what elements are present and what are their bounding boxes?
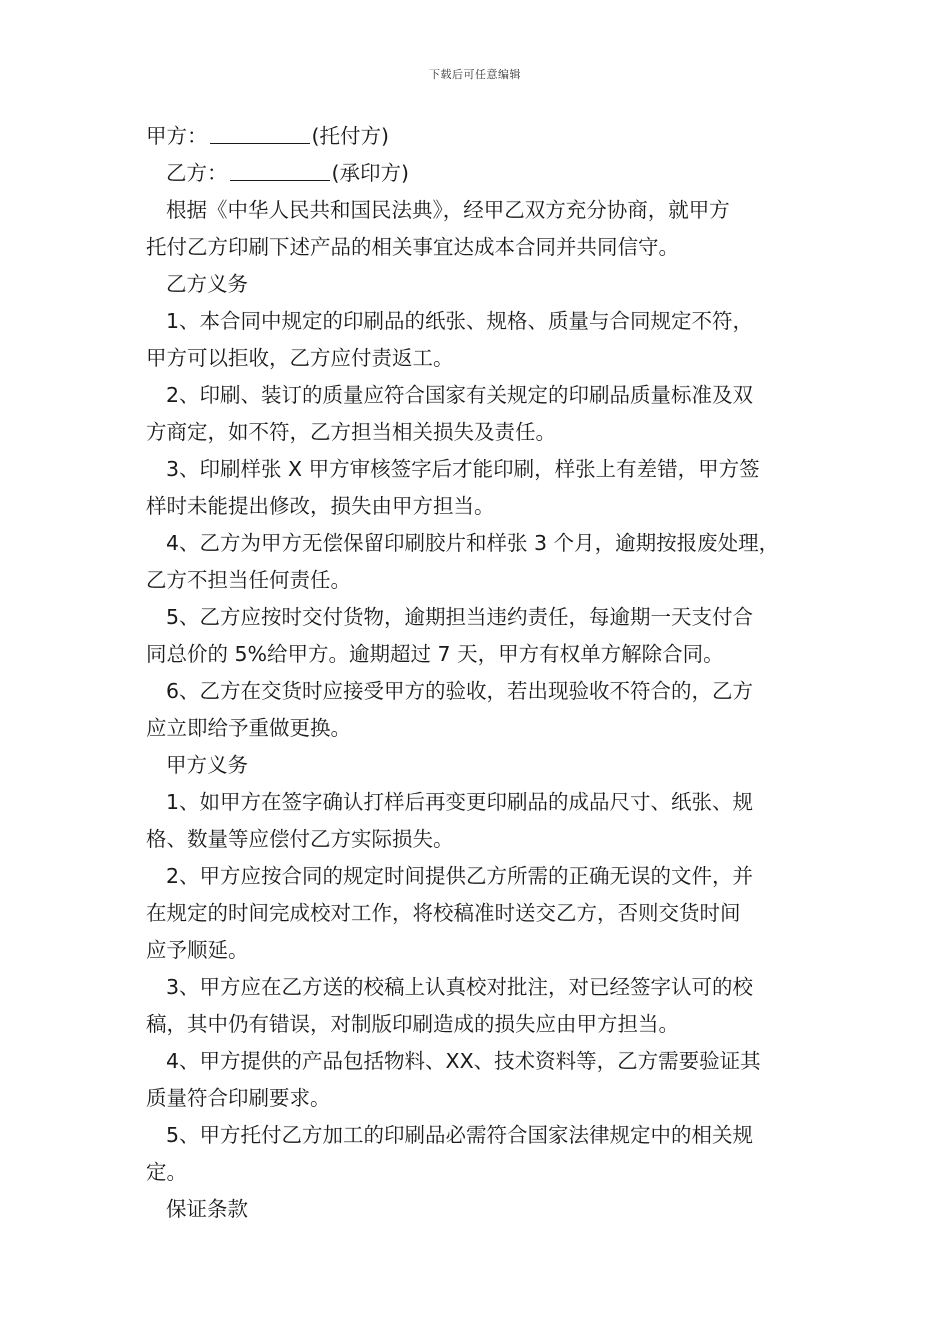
clause-line: 6、乙方在交货时应接受甲方的验收，若出现验收不符合的，乙方: [166, 679, 754, 703]
party-a-line: [146, 118, 812, 155]
page-header-note: 下载后可任意编辑: [429, 68, 521, 81]
section-b-title: 乙方义务: [166, 272, 248, 296]
party-b-line: [146, 155, 812, 192]
party-b-blank: [230, 158, 330, 181]
clause-line: 应立即给予重做更换。: [146, 716, 351, 740]
clause-line: 4、甲方提供的产品包括物料、XX、技术资料等，乙方需要验证其: [166, 1049, 761, 1073]
clause-line: 方商定，如不符，乙方担当相关损失及责任。: [146, 420, 556, 444]
preamble-line: 托付乙方印刷下述产品的相关事宜达成本合同并共同信守。: [146, 235, 679, 259]
clause-line: 格、数量等应偿付乙方实际损失。: [146, 827, 454, 851]
section-c-title: 保证条款: [166, 1197, 248, 1221]
party-a-label: 甲方：: [146, 124, 208, 148]
clause-line: 2、印刷、装订的质量应符合国家有关规定的印刷品质量标准及双: [166, 383, 754, 407]
clause-line: 5、乙方应按时交付货物，逾期担当违约责任，每逾期一天支付合: [166, 605, 754, 629]
clause-line: 3、印刷样张 X 甲方审核签字后才能印刷，样张上有差错，甲方签: [166, 457, 760, 481]
clause-line: 5、甲方托付乙方加工的印刷品必需符合国家法律规定中的相关规: [166, 1123, 754, 1147]
clause-line: 定。: [146, 1160, 187, 1184]
clause-line: 2、甲方应按合同的规定时间提供乙方所需的正确无误的文件，并: [166, 864, 754, 888]
clause-line: 3、甲方应在乙方送的校稿上认真校对批注，对已经签字认可的校: [166, 975, 754, 999]
contract-body: [146, 118, 812, 1228]
clause-line: 质量符合印刷要求。: [146, 1086, 331, 1110]
party-a-blank: [210, 121, 310, 144]
clause-line: 1、本合同中规定的印刷品的纸张、规格、质量与合同规定不符，: [166, 309, 754, 333]
clause-line: 稿，其中仍有错误，对制版印刷造成的损失应由甲方担当。: [146, 1012, 679, 1036]
party-b-role: (承印方): [331, 161, 409, 185]
clause-line: 在规定的时间完成校对工作，将校稿准时送交乙方，否则交货时间: [146, 901, 741, 925]
clause-line: 4、乙方为甲方无偿保留印刷胶片和样张 3 个月，逾期按报废处理，: [166, 531, 780, 555]
clause-line: 样时未能提出修改，损失由甲方担当。: [146, 494, 495, 518]
section-a-title: 甲方义务: [166, 753, 248, 777]
clause-line: 应予顺延。: [146, 938, 249, 962]
party-a-role: (托付方): [311, 124, 389, 148]
party-b-label: 乙方：: [166, 161, 228, 185]
clause-line: 乙方不担当任何责任。: [146, 568, 351, 592]
preamble-line: 根据《中华人民共和国民法典》，经甲乙双方充分协商，就甲方: [166, 198, 730, 222]
clause-line: 1、如甲方在签字确认打样后再变更印刷品的成品尺寸、纸张、规: [166, 790, 754, 814]
clause-line: 同总价的 5%给甲方。逾期超过 7 天，甲方有权单方解除合同。: [146, 642, 724, 666]
clause-line: 甲方可以拒收，乙方应付责返工。: [146, 346, 454, 370]
